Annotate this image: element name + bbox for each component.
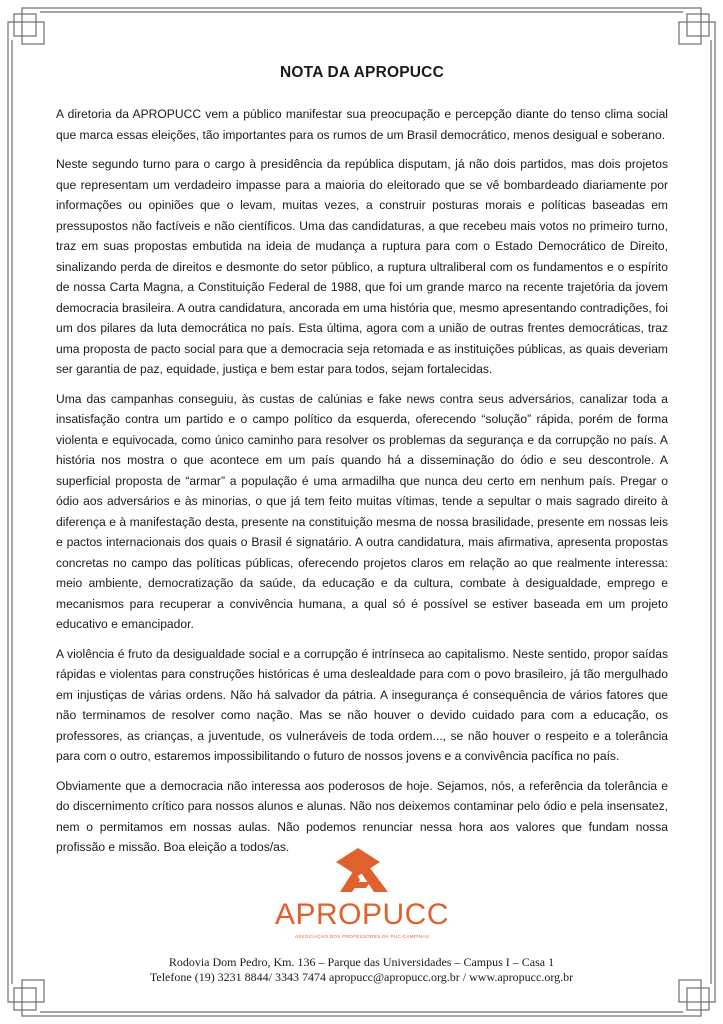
footer bbox=[0, 955, 723, 985]
paragraph-4: A violência é fruto da desigualdade social e a corrupção é intrínseca ao capitalismo. Neste sentido, propor saídas rápidas e violentas para construções históricas é uma deslealdade para com o povo brasileiro, já tão mergulhado em injustiças de várias ordens. Não há salvador da pátria. A insegurança é consequência de vários fatores que não terminamos de resolver como nação. Mas se não houver o devido cuidado para com a educação, os professores, as crianças, a juventude, os vulneráveis de toda ordem..., se não houver o respeito e a tolerância para com o outro, estaremos impossibilitando o futuro de nossos jovens e a convivência pacífica no país. bbox=[56, 646, 668, 763]
paragraph-5: Obviamente que a democracia não interessa aos poderosos de hoje. Sejamos, nós, a referência da tolerância e do discernimento crítico para nossos alunos e alunas. Não nos deixemos contaminar pelo ódio e pela insensatez, nem o permitamos em nossas aulas. Não podemos renunciar nessa hora aos valores que fundam nossa profissão e missão. Boa eleição a todos/as. bbox=[56, 778, 668, 854]
document-title: NOTA DA APROPUCC bbox=[280, 64, 444, 81]
logo-tagline: ASSOCIAÇÃO DOS PROFESSORES DA PUC-CAMPINAS bbox=[294, 934, 430, 939]
footer-address: Rodovia Dom Pedro, Km. 136 – Parque das Universidades – Campus I – Casa 1 bbox=[168, 955, 555, 969]
paragraph-1: A diretoria da APROPUCC vem a público manifestar sua preocupação e percepção diante do tenso clima social que marca essas eleições, tão importantes para os rumos de um Brasil democrático, menos desigual e soberano. bbox=[56, 107, 668, 142]
logo-name: APROPUCC bbox=[274, 898, 450, 931]
apropucc-logo bbox=[272, 838, 452, 948]
logo-mark-icon bbox=[330, 842, 394, 900]
document-body bbox=[56, 64, 668, 867]
footer-contact: Telefone (19) 3231 8844/ 3343 7474 apropucc@apropucc.org.br / www.apropucc.org.br bbox=[149, 970, 574, 984]
paragraph-3: Uma das campanhas conseguiu, às custas de calúnias e fake news contra seus adversários, canalizar toda a insatisfação contra um partido e o campo político da esquerda, oferecendo “solução” rápida, porém de forma violenta e equivocada, como único caminho para resolver os problemas da segurança e da corrupção no país. A história nos mostra o que acontece em um país quando há a disseminação do ódio e seu descontrole. A superficial proposta de “armar” a população é uma armadilha que nunca deu certo em nenhum país. Pregar o ódio aos adversários e às minorias, o que já tem feito muitas vítimas, tende a sepultar o mais sagrado direito à diferença e à manifestação desta, presente na constituição mesma de nossa brasilidade, presente em nossas leis e pactos internacionais dos quais o Brasil é signatário. A outra candidatura, mais afirmativa, apresenta propostas concretas no campo das políticas públicas, oferecendo projetos claros em relação ao que realmente interessa: meio ambiente, democratização da saúde, da educação e da cultura, combate à desigualdade, emprego e mecanismos para recuperar a convivência humana, a qual só é possível se estiver baseada em um projeto educativo e emancipador. bbox=[56, 391, 668, 631]
paragraph-2: Neste segundo turno para o cargo à presidência da república disputam, já não dois partidos, mas dois projetos que representam um verdadeiro impasse para a maioria do eleitorado que se vê bombardeado diariamente por informações ou opiniões que o levam, muitas vezes, a construir posturas morais e políticas baseadas em pressupostos não factíveis e não científicos. Uma das candidaturas, a que recebeu mais votos no primeiro turno, traz em suas propostas embutida na ideia de mudança a ruptura para com o Estado Democrático de Direito, sinalizando perda de direitos e desmonte do setor público, a ruptura ultraliberal com os fundamentos e o espírito de nossa Carta Magna, a Constituição Federal de 1988, que foi um grande marco na recente trajetória da jovem democracia brasileira. A outra candidatura, ancorada em uma história que, mesmo apresentando contradições, foi um dos pilares da luta democrática no país. Esta última, agora com a união de outras frentes democráticas, traz uma proposta de pacto social para que a democracia seja retomada e as instituições públicas, as quais deveriam ser garantia de paz, equidade, justiça e bem estar para todos, sejam fortalecidas. bbox=[56, 157, 668, 376]
